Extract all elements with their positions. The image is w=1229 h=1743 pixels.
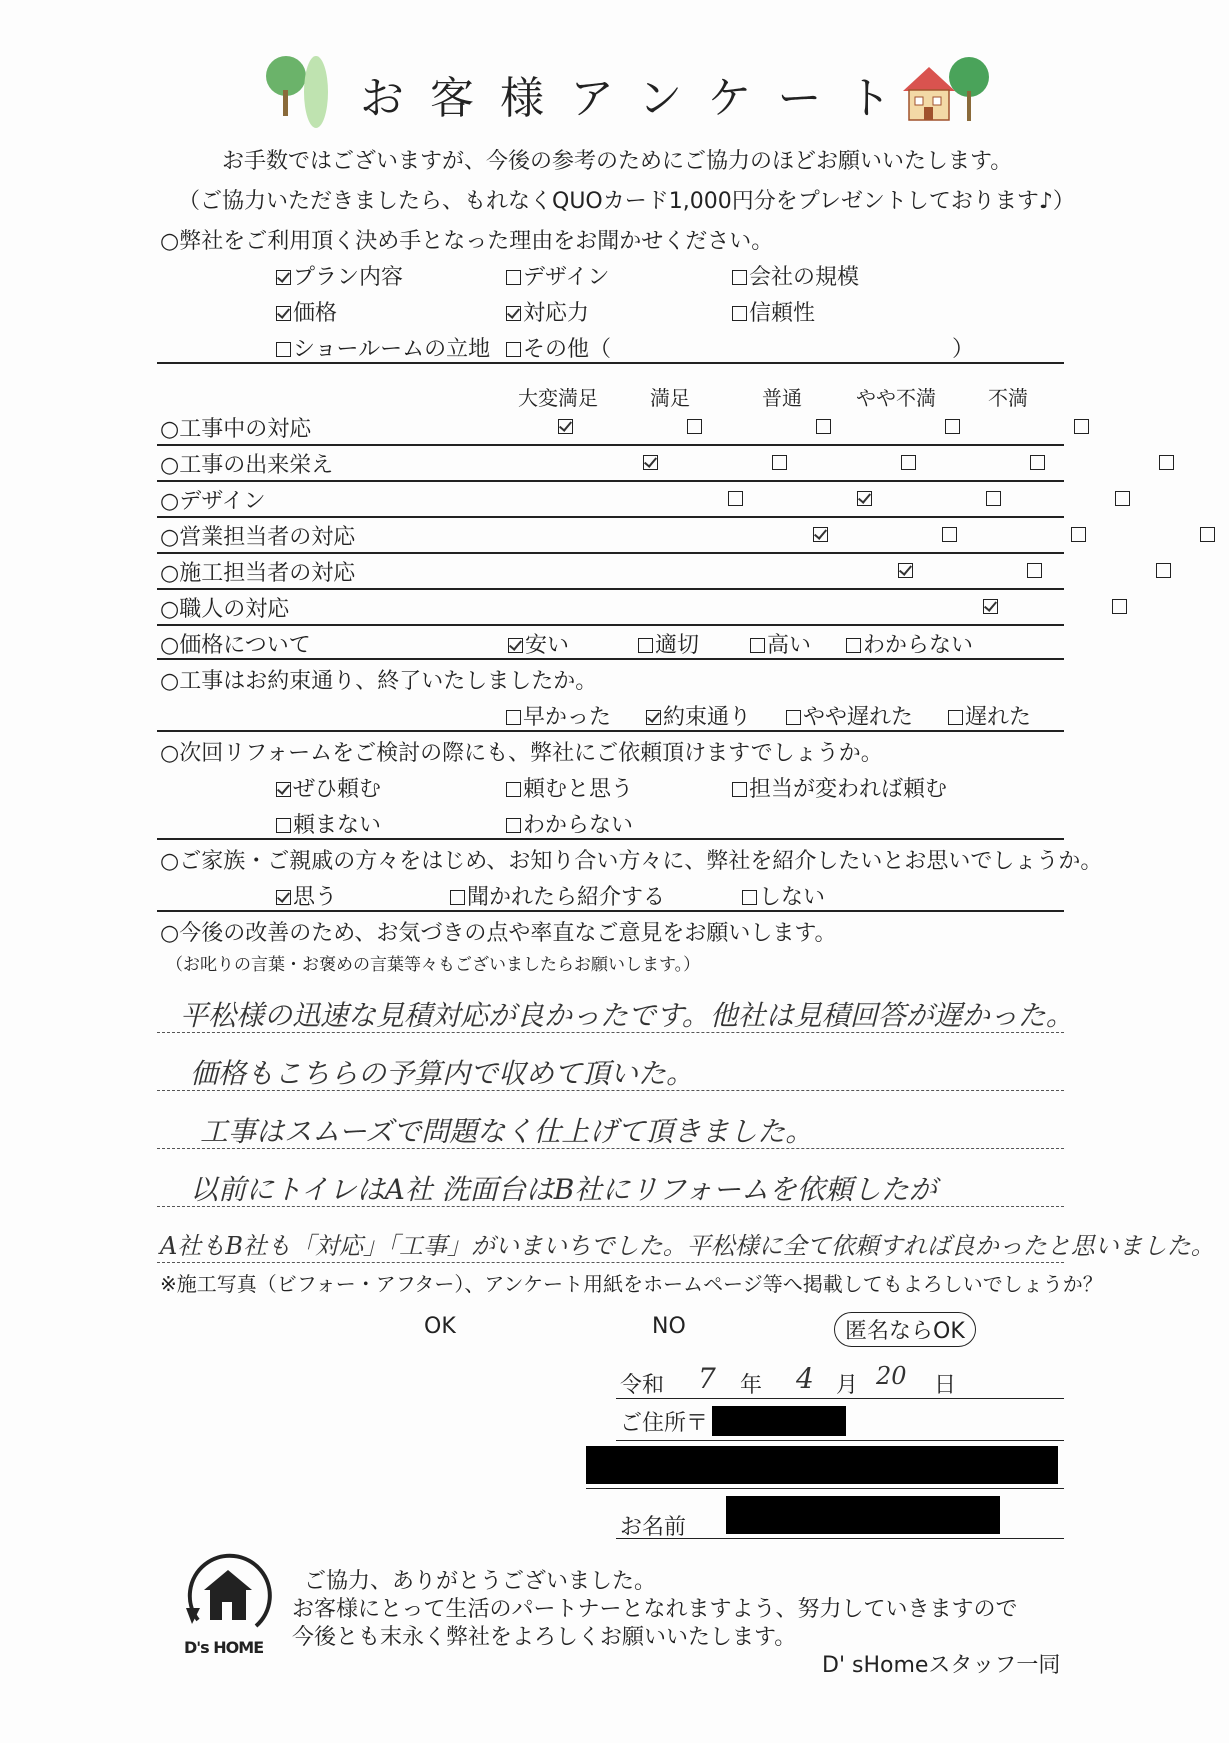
rating-checkbox[interactable] [945, 419, 960, 434]
checkbox[interactable] [506, 342, 521, 357]
signature: D' sHomeスタッフ一同 [822, 1653, 1061, 1678]
rating-checkbox[interactable] [1071, 527, 1086, 542]
checkbox[interactable] [276, 306, 291, 321]
comment-line: 工事はスムーズで問題なく仕上げて頂きました。 [200, 1115, 814, 1148]
dashed-line [157, 1032, 1064, 1033]
divider [157, 480, 1064, 482]
rating-header: 不満 [988, 386, 1028, 410]
intro-line-2: （ご協力いただきましたら、もれなくQUOカード1,000円分をプレゼントしております♪） [178, 189, 1075, 214]
divider [157, 516, 1064, 518]
comment-line: 以前にトイレはA社 洗面台はB社にリフォームを依頼したが [190, 1173, 937, 1206]
divider [157, 838, 1064, 840]
price-option[interactable]: わからない [846, 628, 973, 659]
checkbox[interactable] [506, 270, 521, 285]
divider [157, 658, 1064, 660]
date-day-unit: 日 [934, 1373, 957, 1398]
redacted-block [712, 1406, 846, 1436]
date-month-unit: 月 [836, 1373, 859, 1398]
dashed-line [157, 1148, 1064, 1149]
rating-checkbox[interactable] [772, 455, 787, 470]
divider [157, 730, 1064, 732]
comment-line: 平松様の迅速な見積対応が良かったです。他社は見積回答が遅かった。 [180, 999, 1074, 1032]
photo-anonymous-ok[interactable]: 匿名ならOK [834, 1312, 976, 1347]
rating-row-label: ○職人の対応 [160, 597, 290, 622]
q1-close-paren: ） [952, 337, 975, 362]
checkbox[interactable] [506, 710, 521, 725]
rating-checkbox[interactable] [1200, 527, 1215, 542]
next-option[interactable]: 頼まない [276, 808, 381, 839]
comment-line: 価格もこちらの予算内で収めて頂いた。 [190, 1057, 695, 1090]
thanks-line: 今後とも末永く弊社をよろしくお願いいたします。 [292, 1625, 797, 1650]
schedule-option[interactable]: 遅れた [948, 700, 1031, 731]
checkbox[interactable] [786, 710, 801, 725]
rating-header: 普通 [762, 386, 802, 410]
photo-question: ※施工写真（ビフォー・アフター）、アンケート用紙をホームページ等へ掲載してもよろしいでしょうか？ [160, 1272, 1103, 1296]
price-label: ○価格について [160, 633, 311, 658]
date-year-unit: 年 [740, 1373, 763, 1398]
address-underline [586, 1488, 1064, 1489]
divider [157, 552, 1064, 554]
q1-option-other[interactable]: その他（ [506, 332, 611, 363]
photo-no[interactable]: NO [652, 1314, 686, 1339]
rating-checkbox[interactable] [1030, 455, 1045, 470]
q1-option[interactable]: 信頼性 [732, 296, 815, 327]
schedule-option[interactable]: 早かった [506, 700, 611, 731]
dashed-line [157, 1206, 1064, 1207]
divider [157, 362, 1064, 364]
q1-option[interactable]: 会社の規模 [732, 260, 859, 291]
next-option[interactable]: わからない [506, 808, 633, 839]
date-month[interactable]: 4 [796, 1362, 814, 1395]
checkbox[interactable] [506, 306, 521, 321]
rating-checkbox[interactable] [898, 563, 913, 578]
rating-checkbox[interactable] [1027, 563, 1042, 578]
rating-checkbox[interactable] [728, 491, 743, 506]
rating-checkbox[interactable] [816, 419, 831, 434]
address-underline [616, 1440, 1064, 1441]
dashed-line [157, 1090, 1064, 1091]
checkbox[interactable] [732, 306, 747, 321]
rating-checkbox[interactable] [558, 419, 573, 434]
schedule-question: ○工事はお約束通り、終了いたしましたか。 [160, 669, 598, 694]
checkbox[interactable] [276, 890, 291, 905]
checkbox[interactable] [276, 342, 291, 357]
checkbox[interactable] [948, 710, 963, 725]
thanks-line: ご協力、ありがとうございました。 [304, 1569, 657, 1594]
price-option[interactable]: 安い [508, 628, 569, 659]
divider [157, 910, 1064, 912]
checkbox[interactable] [646, 710, 661, 725]
checkbox[interactable] [506, 818, 521, 833]
rating-row-label: ○工事中の対応 [160, 417, 312, 442]
logo-text: D's HOME [184, 1638, 264, 1657]
checkbox[interactable] [638, 638, 653, 653]
intro-line-1: お手数ではございますが、今後の参考のためにご協力のほどお願いいたします。 [222, 149, 1013, 174]
q1-option[interactable]: 価格 [276, 296, 337, 327]
comment-subtext: （お叱りの言葉・お褒めの言葉等々もございましたらお願いします。） [166, 955, 701, 975]
company-logo-icon [176, 1546, 278, 1646]
checkbox[interactable] [750, 638, 765, 653]
rating-checkbox[interactable] [857, 491, 872, 506]
rating-checkbox[interactable] [1156, 563, 1171, 578]
price-option[interactable]: 高い [750, 628, 811, 659]
refer-option[interactable]: しない [742, 880, 825, 911]
rating-row-label: ○施工担当者の対応 [160, 561, 356, 586]
q1-option[interactable]: ショールームの立地 [276, 332, 490, 363]
rating-checkbox[interactable] [986, 491, 1001, 506]
next-option[interactable]: 担当が変われば頼む [732, 772, 947, 803]
name-underline [616, 1538, 1064, 1539]
rating-checkbox[interactable] [1159, 455, 1174, 470]
next-option[interactable]: ぜひ頼む [276, 772, 381, 803]
divider [157, 624, 1064, 626]
rating-checkbox[interactable] [643, 455, 658, 470]
date-day[interactable]: 20 [876, 1362, 907, 1390]
checkbox[interactable] [276, 818, 291, 833]
rating-row-label: ○工事の出来栄え [160, 453, 334, 478]
rating-row-label: ○デザイン [160, 489, 266, 514]
checkbox[interactable] [508, 638, 523, 653]
address-label: ご住所〒 [620, 1411, 709, 1436]
checkbox[interactable] [732, 270, 747, 285]
rating-checkbox[interactable] [1074, 419, 1089, 434]
divider [157, 588, 1064, 590]
date-year[interactable]: 7 [698, 1362, 716, 1395]
checkbox[interactable] [276, 270, 291, 285]
refer-option[interactable]: 思う [276, 880, 337, 911]
schedule-option[interactable]: やや遅れた [786, 700, 913, 731]
checkbox[interactable] [506, 782, 521, 797]
page-title: お客様アンケート [360, 73, 918, 124]
dashed-line [157, 1262, 1064, 1263]
q1-option[interactable]: プラン内容 [276, 260, 403, 291]
photo-ok[interactable]: OK [424, 1314, 456, 1339]
rating-checkbox[interactable] [813, 527, 828, 542]
rating-checkbox[interactable] [1112, 599, 1127, 614]
tree-icon [262, 52, 332, 132]
name-label: お名前 [620, 1515, 687, 1540]
redacted-block [586, 1446, 1058, 1484]
refer-option[interactable]: 聞かれたら紹介する [450, 880, 665, 911]
q1-option[interactable]: 対応力 [506, 296, 589, 327]
checkbox[interactable] [742, 890, 757, 905]
q1-option[interactable]: デザイン [506, 260, 609, 291]
price-option[interactable]: 適切 [638, 628, 699, 659]
date-era: 令和 [620, 1373, 665, 1398]
next-question: ○次回リフォームをご検討の際にも、弊社にご依頼頂けますでしょうか。 [160, 741, 883, 766]
rating-header: やや不満 [856, 386, 936, 410]
date-underline [616, 1398, 1064, 1399]
rating-row-label: ○営業担当者の対応 [160, 525, 356, 550]
q1-text: ○弊社をご利用頂く決め手となった理由をお聞かせください。 [160, 229, 774, 254]
comment-line: A社もB社も「対応」「工事」がいまいちでした。平松様に全て依頼すれば良かったと思いました。 [160, 1232, 1215, 1260]
divider [157, 444, 1064, 446]
rating-header: 満足 [650, 386, 690, 410]
refer-question: ○ご家族・ご親戚の方々をはじめ、お知り合い方々に、弊社を紹介したいとお思いでしょうか。 [160, 849, 1103, 874]
rating-checkbox[interactable] [942, 527, 957, 542]
next-option[interactable]: 頼むと思う [506, 772, 633, 803]
thanks-line: お客様にとって生活のパートナーとなれますよう、努力していきますので [292, 1597, 1018, 1622]
redacted-block [726, 1496, 1000, 1534]
schedule-option[interactable]: 約束通り [646, 700, 751, 731]
rating-checkbox[interactable] [983, 599, 998, 614]
checkbox[interactable] [846, 638, 861, 653]
checkbox[interactable] [276, 782, 291, 797]
comment-question: ○今後の改善のため、お気づきの点や率直なご意見をお願いします。 [160, 921, 837, 946]
checkbox[interactable] [450, 890, 465, 905]
rating-checkbox[interactable] [901, 455, 916, 470]
rating-checkbox[interactable] [687, 419, 702, 434]
rating-checkbox[interactable] [1115, 491, 1130, 506]
checkbox[interactable] [732, 782, 747, 797]
rating-header: 大変満足 [518, 386, 598, 410]
